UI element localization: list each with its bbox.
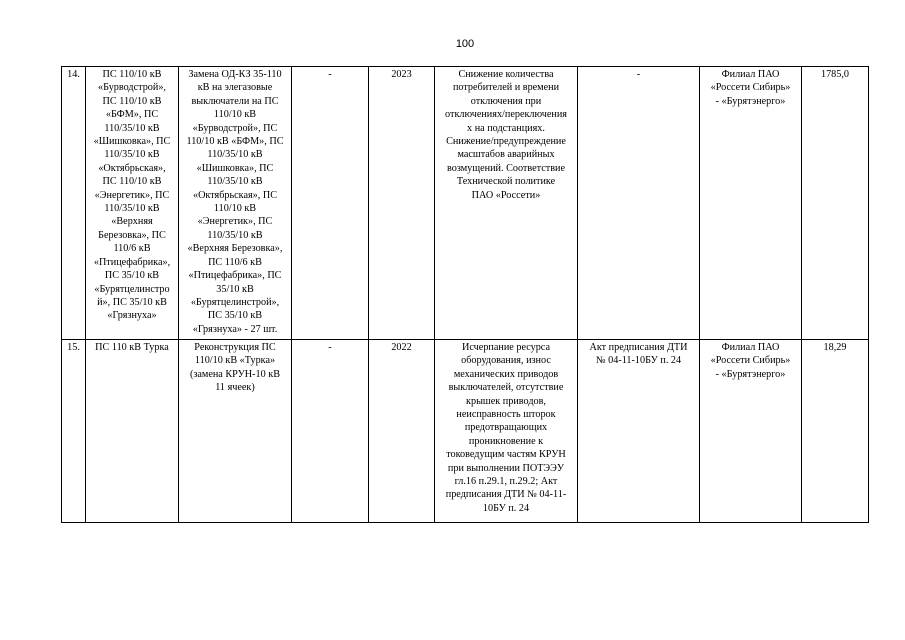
reason-cell-line: Технической политике [456,176,556,188]
work-description-cell [179,67,292,340]
reason-cell-line: Снижение/предупреждение [446,136,566,148]
dash-cell: - [292,340,369,523]
document-cell-line: Акт предписания ДТИ [589,342,688,353]
reason-cell-line: токоведущим частям КРУН [446,449,566,461]
organization-cell [700,340,802,523]
dash-cell: - [292,67,369,340]
reason-cell-line: проникновение к [468,435,544,447]
object-cell-line: 110/35/10 кВ [104,149,160,161]
amount-cell: 1785,0 [802,67,869,340]
work-description-cell-line: «Октябрьская», ПС [192,189,278,201]
reason-cell-line: масштабов аварийных [457,149,555,161]
reason-cell-line: потребителей и времени [452,82,560,94]
table-body [62,67,869,523]
document-cell [578,67,700,340]
object-cell-line: 110/35/10 кВ [104,122,160,134]
work-description-cell-line: 110/35/10 кВ [207,149,263,161]
work-description-cell-line: 11 ячеек) [215,382,255,394]
work-description-cell-line: «Птицефабрика», ПС [188,270,282,282]
page-number: 100 [455,38,475,50]
work-description-cell-line: Замена ОД-КЗ 35-110 [188,69,282,80]
reason-cell-line: выключателей, отсутствие [448,382,564,394]
work-description-cell-line: «Бурятцелинстрой», [190,296,280,308]
table-row [62,67,869,340]
reason-cell-line: отключения при [470,95,542,107]
object-cell-line: «Энергетик», ПС [94,189,170,201]
object-cell-line: «Птицефабрика», [93,256,171,268]
object-cell-line: «Шишковка», ПС [93,136,171,148]
reason-cell-line: при выполнении ПОТЭЭУ [447,462,565,474]
object-cell-line: ПС 110/10 кВ [102,95,162,107]
organization-cell-line: «Россети Сибирь» [710,82,791,94]
object-cell-line: «Октябрьская», [98,162,166,174]
object-cell-line: 110/6 кВ [113,243,151,255]
work-description-cell-line: 110/10 кВ «Турка» [194,355,276,367]
object-cell [86,340,179,523]
object-cell-line: ПС 35/10 кВ [104,270,160,282]
organization-cell [700,67,802,340]
object-cell-line: ПС 110 кВ Турка [95,342,169,353]
work-description-cell-line: (замена КРУН-10 кВ [189,368,281,380]
work-description-cell-line: 35/10 кВ [216,283,254,295]
work-description-cell-line: «Энергетик», ПС [197,216,273,228]
work-description-cell-line: Реконструкция ПС [194,342,276,353]
amount-cell: 18,29 [802,340,869,523]
work-description-cell-line: «Шишковка», ПС [196,162,274,174]
reason-cell-line: ПАО «Россети» [471,189,541,201]
work-description-cell-line: ПС 110/6 кВ [208,256,262,268]
row-number-cell: 14. [62,67,86,340]
investment-table [61,66,869,523]
reason-cell [435,340,578,523]
object-cell-line: «Верхняя [111,216,153,228]
reason-cell-line: возмущений. Соответствие [447,162,565,174]
work-description-cell-line: «Верхняя Березовка», [187,243,283,255]
object-cell-line: «БФМ», ПС [105,109,159,121]
document-cell-line: № 04-11-10БУ п. 24 [595,355,682,367]
work-description-cell-line: 110/10 кВ [213,203,257,215]
reason-cell-line: Исчерпание ресурса [462,342,550,353]
reason-cell-line: Снижение количества [458,69,554,80]
object-cell [86,67,179,340]
organization-cell-line: - «Бурятэнерго» [715,95,786,107]
work-description-cell-line: 110/10 кВ «БФМ», ПС [186,136,284,148]
reason-cell [435,67,578,340]
work-description-cell-line: 110/35/10 кВ [207,229,263,241]
work-description-cell-line: выключатели на ПС [191,95,279,107]
work-description-cell-line: 110/10 кВ [213,109,257,121]
reason-cell-line: х на подстанциях. [467,122,545,134]
organization-cell-line: Филиал ПАО [721,69,780,80]
work-description-cell-line: кВ на элегазовые [197,82,273,94]
reason-cell-line: механических приводов [453,368,559,380]
organization-cell-line: Филиал ПАО [721,342,780,353]
object-cell-line: «Бурятцелинстро [94,283,170,295]
object-cell-line: й», ПС 35/10 кВ [97,296,167,308]
reason-cell-line: предписания ДТИ № 04-11- [445,489,567,501]
row-number-cell: 15. [62,340,86,523]
work-description-cell-line: ПС 35/10 кВ [207,310,263,322]
object-cell-line: ПС 110/10 кВ [102,176,162,188]
reason-cell-line: отключениях/переключения [445,109,567,121]
organization-cell-line: - «Бурятэнерго» [715,368,786,380]
work-description-cell-line: «Бурводстрой», ПС [192,122,278,134]
work-description-cell-line: «Грязнуха» - 27 шт. [192,323,278,335]
object-cell-line: Березовка», ПС [98,229,166,241]
reason-cell-line: оборудования, износ [461,355,551,367]
year-cell: 2023 [369,67,435,340]
work-description-cell [179,340,292,523]
reason-cell-line: крышек приводов, [466,395,546,407]
reason-cell-line: предотвращающих [464,422,548,434]
work-description-cell-line: 110/35/10 кВ [207,176,263,188]
object-cell-line: «Бурводстрой», [98,82,166,94]
table-row [62,340,869,523]
object-cell-line: «Грязнуха» [107,310,157,322]
year-cell: 2022 [369,340,435,523]
organization-cell-line: «Россети Сибирь» [710,355,791,367]
object-cell-line: 110/35/10 кВ [104,203,160,215]
reason-cell-line: неисправность шторок [456,409,556,421]
reason-cell-line: гл.16 п.29.1, п.29.2; Акт [454,476,558,488]
reason-cell-line: 10БУ п. 24 [482,502,530,514]
document-cell-line: - [636,69,641,80]
object-cell-line: ПС 110/10 кВ [102,69,162,80]
document-cell [578,340,700,523]
